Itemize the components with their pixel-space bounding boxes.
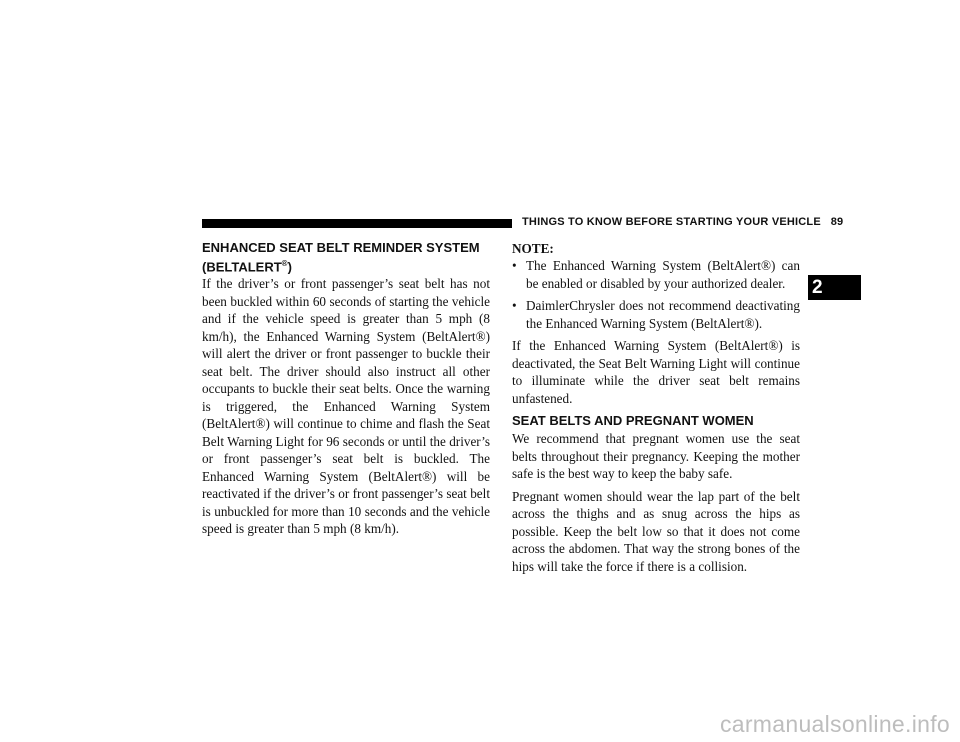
heading-line-2: (BELTALERT [202, 259, 282, 275]
right-column [512, 240, 800, 575]
deactivation-paragraph: If the Enhanced Warning System (BeltAlert®) is deactivated, the Seat Belt Warning Light will continue to illuminate while the driver seat belt remains unfastened. [512, 338, 800, 406]
page-number: 89 [830, 216, 844, 228]
left-column [202, 240, 490, 538]
heading-close: ) [287, 259, 292, 275]
heading-line-1: ENHANCED SEAT BELT REMINDER SYSTEM [202, 240, 480, 255]
section-heading-pregnant-women: SEAT BELTS AND PREGNANT WOMEN [512, 413, 754, 428]
running-header [522, 216, 843, 228]
registered-mark: ® [281, 259, 288, 268]
header-rule [202, 219, 512, 228]
pregnancy-paragraph-1: We recommend that pregnant women use the seat belts throughout their pregnancy. Keeping the mother safe is the best way to keep the baby safe. [512, 431, 800, 481]
section-heading-beltalert [202, 240, 490, 275]
beltalert-paragraph: If the driver’s or front passenger’s seat belt has not been buckled within 60 seconds of starting the vehicle and if the vehicle speed is greater than 5 mph (8 km/h), the Enhanced Warning System (BeltAlert®) will alert the driver or front passenger to buckle their seat belt. The driver should also instruct all other occupants to buckle their seat belts. Once the warning is triggered, the Enhanced Warning System (BeltAlert®) will continue to chime and flash the Seat Belt Warning Light for 96 seconds or until the driver’s or front passenger’s seat belt is buckled. The Enhanced Warning System (BeltAlert®) will be reactivated if the driver’s or front passenger’s seat belt is unbuckled for more than 10 seconds and the vehicle speed is greater than 5 mph (8 km/h). [202, 276, 490, 537]
pregnancy-paragraph-2: Pregnant women should wear the lap part of the belt across the thighs and as snug across the hips as possible. Keep the belt low so that it does not come across the abdomen. That way the strong bones of the hips will take the force if there is a collision. [512, 488, 800, 574]
running-title: THINGS TO KNOW BEFORE STARTING YOUR VEHICLE [522, 216, 821, 228]
list-item: • The Enhanced Warning System (BeltAlert®) can be enabled or disabled by your authorized dealer. [512, 257, 800, 292]
note-bullet-list [512, 257, 800, 332]
watermark: carmanualsonline.info [719, 711, 950, 737]
note-label: NOTE: [512, 241, 554, 256]
chapter-tab: 2 [808, 275, 861, 300]
list-item: • DaimlerChrysler does not recommend deactivating the Enhanced Warning System (BeltAlert®). [512, 297, 800, 332]
